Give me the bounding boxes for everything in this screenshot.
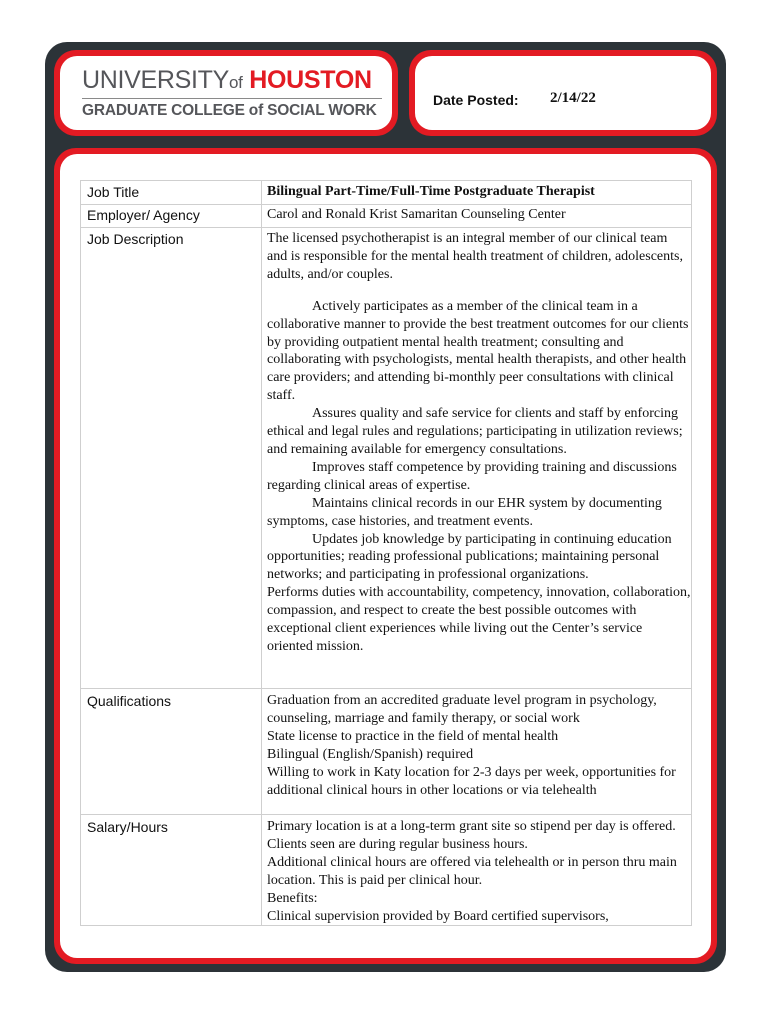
job-details-table [80, 180, 692, 926]
salary-item: Additional clinical hours are offered via telehealth or in person thru main location. This is paid per clinical hour. [267, 854, 677, 888]
employer-value: Carol and Ronald Krist Samaritan Counseling Center [267, 207, 566, 222]
row-divider [81, 688, 691, 689]
qualification-item: State license to practice in the field of mental health [267, 728, 559, 744]
row-divider [81, 227, 691, 228]
job-description-label: Job Description [87, 231, 184, 247]
job-title-value: Bilingual Part-Time/Full-Time Postgraduate Therapist [267, 184, 595, 199]
date-posted-value: 2/14/22 [550, 90, 596, 106]
salary-item: Primary location is at a long-term grant site so stipend per day is offered. Clients seen are during regular business hours. [267, 819, 676, 852]
qualification-item: Bilingual (English/Spanish) required [267, 746, 474, 762]
job-description-value [267, 230, 691, 656]
university-logo: UNIVERSITYof HOUSTON [82, 66, 372, 94]
date-posted-label: Date Posted: [433, 92, 519, 108]
salary-value [267, 818, 691, 925]
qualification-item: Willing to work in Katy location for 2-3 days per week, opportunities for additional clinical hours in other locations or via telehealth [267, 764, 676, 798]
duty-item: Improves staff competence by providing training and discussions regarding clinical areas of expertise. [267, 459, 677, 493]
row-divider [81, 204, 691, 205]
job-title-label: Job Title [87, 184, 140, 200]
salary-item: Benefits: [267, 890, 318, 906]
college-name: GRADUATE COLLEGE of SOCIAL WORK [82, 102, 377, 119]
qualifications-value [267, 692, 691, 799]
duty-item: Maintains clinical records in our EHR system by documenting symptoms, case histories, and treatment events. [267, 495, 662, 529]
employer-label: Employer/ Agency [87, 207, 200, 223]
duty-item: Assures quality and safe service for clients and staff by enforcing ethical and legal rules and regulations; participating in utilization reviews; and remaining available for emergency consultations. [267, 406, 683, 457]
logo-panel [54, 50, 398, 136]
qualifications-label: Qualifications [87, 693, 172, 709]
logo-divider [82, 98, 382, 99]
row-divider [81, 814, 691, 815]
salary-label: Salary/Hours [87, 819, 168, 835]
duty-item: Actively participates as a member of the clinical team in a collaborative manner to provide the best treatment outcomes for our clients by providing outpatient mental health treatment; consulting and collaborating with psychologists, mental health therapists, and other health care providers; and attending bi-monthly peer consultations with clinical staff. [267, 298, 689, 404]
salary-item: Clinical supervision provided by Board certified supervisors, [267, 908, 609, 924]
duty-item: Performs duties with accountability, competency, innovation, collaboration, compassion, and respect to create the best possible outcomes with exceptional client experiences while living out the Center’s service oriented mission. [267, 585, 691, 654]
date-panel [409, 50, 717, 136]
qualification-item: Graduation from an accredited graduate level program in psychology, counseling, marriage and family therapy, or social work [267, 693, 657, 726]
description-intro: The licensed psychotherapist is an integral member of our clinical team and is responsible for the mental health treatment of children, adolescents, adults, and/or couples. [267, 231, 683, 282]
duty-item: Updates job knowledge by participating in continuing education opportunities; reading professional publications; maintaining personal networks; and participating in professional organizations. [267, 531, 672, 583]
